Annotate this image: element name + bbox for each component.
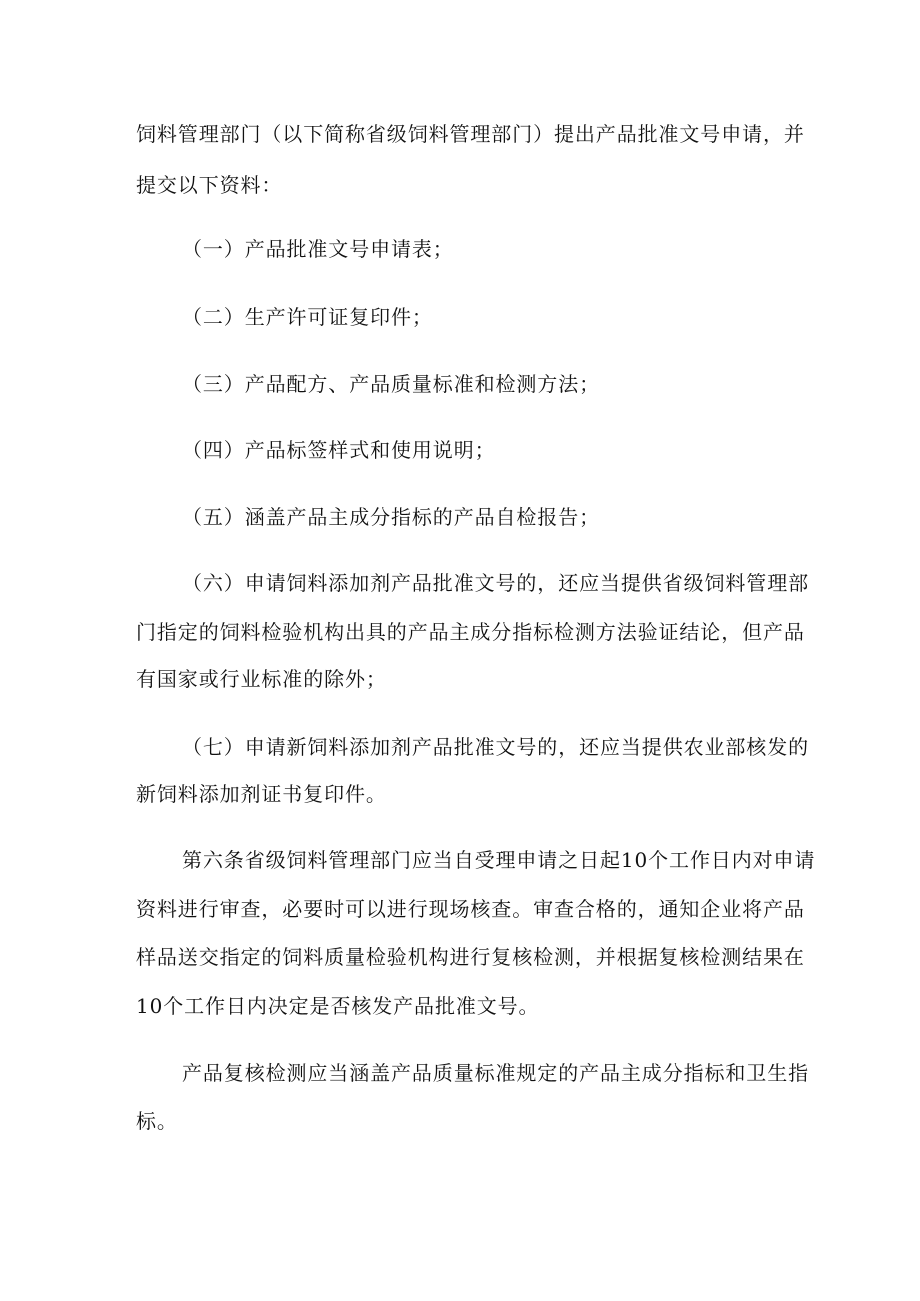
recheck-paragraph-line-1: 产品复核检测应当涵盖产品质量标准规定的产品主成分指标和卫生指 [182, 1061, 809, 1085]
paragraph-1-line-2: 提交以下资料： [136, 173, 283, 197]
list-item-6-line-1: （六）申请饲料添加剂产品批准文号的，还应当提供省级饲料管理部 [182, 571, 809, 595]
list-item-7-line-2: 新饲料添加剂证书复印件。 [136, 782, 387, 806]
list-item-1: （一）产品批准文号申请表； [182, 237, 454, 261]
list-item-6-line-2: 门指定的饲料检验机构出具的产品主成分指标检测方法验证结论，但产品 [136, 620, 805, 644]
recheck-paragraph-line-2: 标。 [136, 1109, 178, 1133]
list-item-4: （四）产品标签样式和使用说明； [182, 438, 496, 462]
list-item-2: （二）生产许可证复印件； [182, 305, 433, 329]
article-6-line-4: 10个工作日内决定是否核发产品批准文号。 [136, 994, 540, 1018]
article-6-line-3: 样品送交指定的饲料质量检验机构进行复核检测，并根据复核检测结果在 [136, 945, 805, 969]
article-6-line-2: 资料进行审查，必要时可以进行现场核查。审查合格的，通知企业将产品 [136, 897, 805, 921]
list-item-3: （三）产品配方、产品质量标准和检测方法； [182, 372, 600, 396]
list-item-7-line-1: （七）申请新饲料添加剂产品批准文号的，还应当提供农业部核发的 [182, 735, 809, 759]
article-6-line-1: 第六条省级饲料管理部门应当自受理申请之日起10个工作日内对申请 [182, 848, 816, 872]
paragraph-1-line-1: 饲料管理部门（以下简称省级饲料管理部门）提出产品批准文号申请，并 [136, 122, 805, 146]
list-item-5: （五）涵盖产品主成分指标的产品自检报告； [182, 505, 600, 529]
list-item-6-line-3: 有国家或行业标准的除外； [136, 667, 387, 691]
